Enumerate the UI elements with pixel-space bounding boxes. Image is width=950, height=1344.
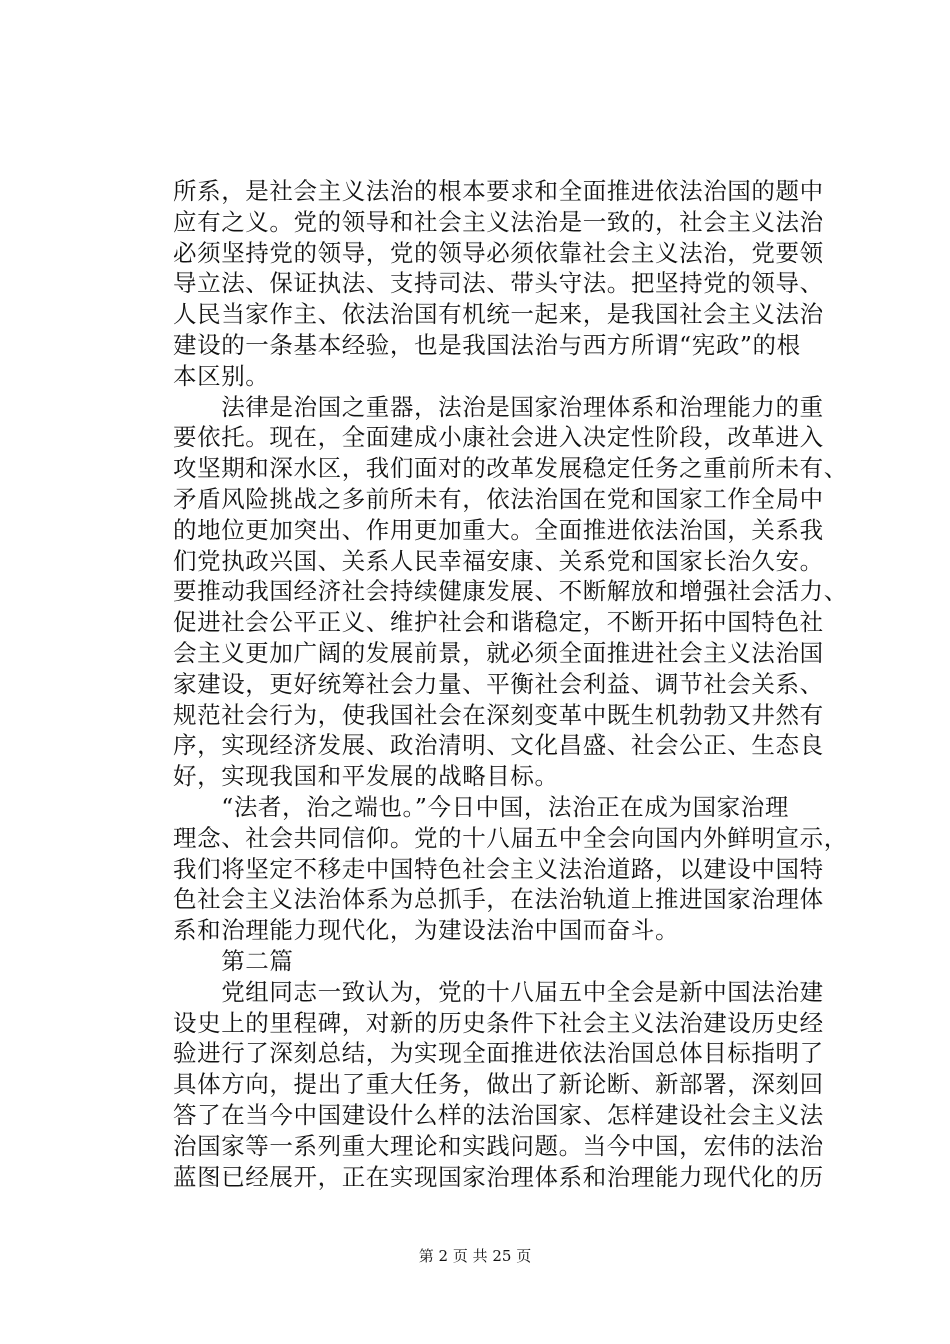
text-line: 系和治理能力现代化，为建设法治中国而奋斗。 <box>173 916 680 945</box>
text-line: 人民当家作主、依法治国有机统一起来，是我国社会主义法治 <box>173 300 824 329</box>
text-line: 验进行了深刻总结，为实现全面推进依法治国总体目标指明了 <box>173 1039 824 1068</box>
text-line: 的地位更加突出、作用更加重大。全面推进依法治国，关系我 <box>173 515 824 544</box>
text-line: 好，实现我国和平发展的战略目标。 <box>173 762 559 791</box>
text-line: 治国家等一系列重大理论和实践问题。当今中国，宏伟的法治 <box>173 1131 824 1160</box>
text-line: 们党执政兴国、关系人民幸福安康、关系党和国家长治久安。 <box>173 546 824 575</box>
text-line: 规范社会行为，使我国社会在深刻变革中既生机勃勃又井然有 <box>173 700 824 729</box>
text-line: 促进社会公平正义、维护社会和谐稳定，不断开拓中国特色社 <box>173 608 824 637</box>
text-line: 法律是治国之重器，法治是国家治理体系和治理能力的重 <box>173 392 824 421</box>
text-line: 答了在当今中国建设什么样的法治国家、怎样建设社会主义法 <box>173 1100 824 1129</box>
section-heading: 第二篇 <box>173 946 294 975</box>
text-line: 矛盾风险挑战之多前所未有，依法治国在党和国家工作全局中 <box>173 484 824 513</box>
text-line: 攻坚期和深水区，我们面对的改革发展稳定任务之重前所未有、 <box>173 454 848 483</box>
text-line: 设史上的里程碑，对新的历史条件下社会主义法治建设历史经 <box>173 1008 824 1037</box>
text-line: 必须坚持党的领导，党的领导必须依靠社会主义法治，党要领 <box>173 238 824 267</box>
text-line: 建设的一条基本经验，也是我国法治与西方所谓“宪政”的根 <box>173 330 801 359</box>
text-line: 序，实现经济发展、政治清明、文化昌盛、社会公正、生态良 <box>173 731 824 760</box>
text-line: 本区别。 <box>173 361 270 390</box>
text-line: 应有之义。党的领导和社会主义法治是一致的，社会主义法治 <box>173 207 824 236</box>
text-line: 会主义更加广阔的发展前景，就必须全面推进社会主义法治国 <box>173 638 824 667</box>
text-line: 家建设，更好统筹社会力量、平衡社会利益、调节社会关系、 <box>173 669 824 698</box>
text-line: 导立法、保证执法、支持司法、带头守法。把坚持党的领导、 <box>173 269 824 298</box>
text-line: 理念、社会共同信仰。党的十八届五中全会向国内外鲜明宣示， <box>173 823 848 852</box>
text-line: 要依托。现在，全面建成小康社会进入决定性阶段，改革进入 <box>173 423 824 452</box>
text-line: 所系，是社会主义法治的根本要求和全面推进依法治国的题中 <box>173 177 824 205</box>
text-line: 党组同志一致认为，党的十八届五中全会是新中国法治建 <box>173 977 824 1006</box>
text-line: 具体方向，提出了重大任务，做出了新论断、新部署，深刻回 <box>173 1070 824 1099</box>
text-line: “法者，治之端也。”今日中国，法治正在成为国家治理 <box>173 792 789 821</box>
text-line: 色社会主义法治体系为总抓手，在法治轨道上推进国家治理体 <box>173 885 824 914</box>
text-line: 要推动我国经济社会持续健康发展、不断解放和增强社会活力、 <box>173 577 848 606</box>
document-body <box>173 176 848 1192</box>
page-number-footer: 第 2 页 共 25 页 <box>418 1247 532 1265</box>
text-line: 蓝图已经展开，正在实现国家治理体系和治理能力现代化的历 <box>173 1162 824 1191</box>
text-line: 我们将坚定不移走中国特色社会主义法治道路，以建设中国特 <box>173 854 824 883</box>
